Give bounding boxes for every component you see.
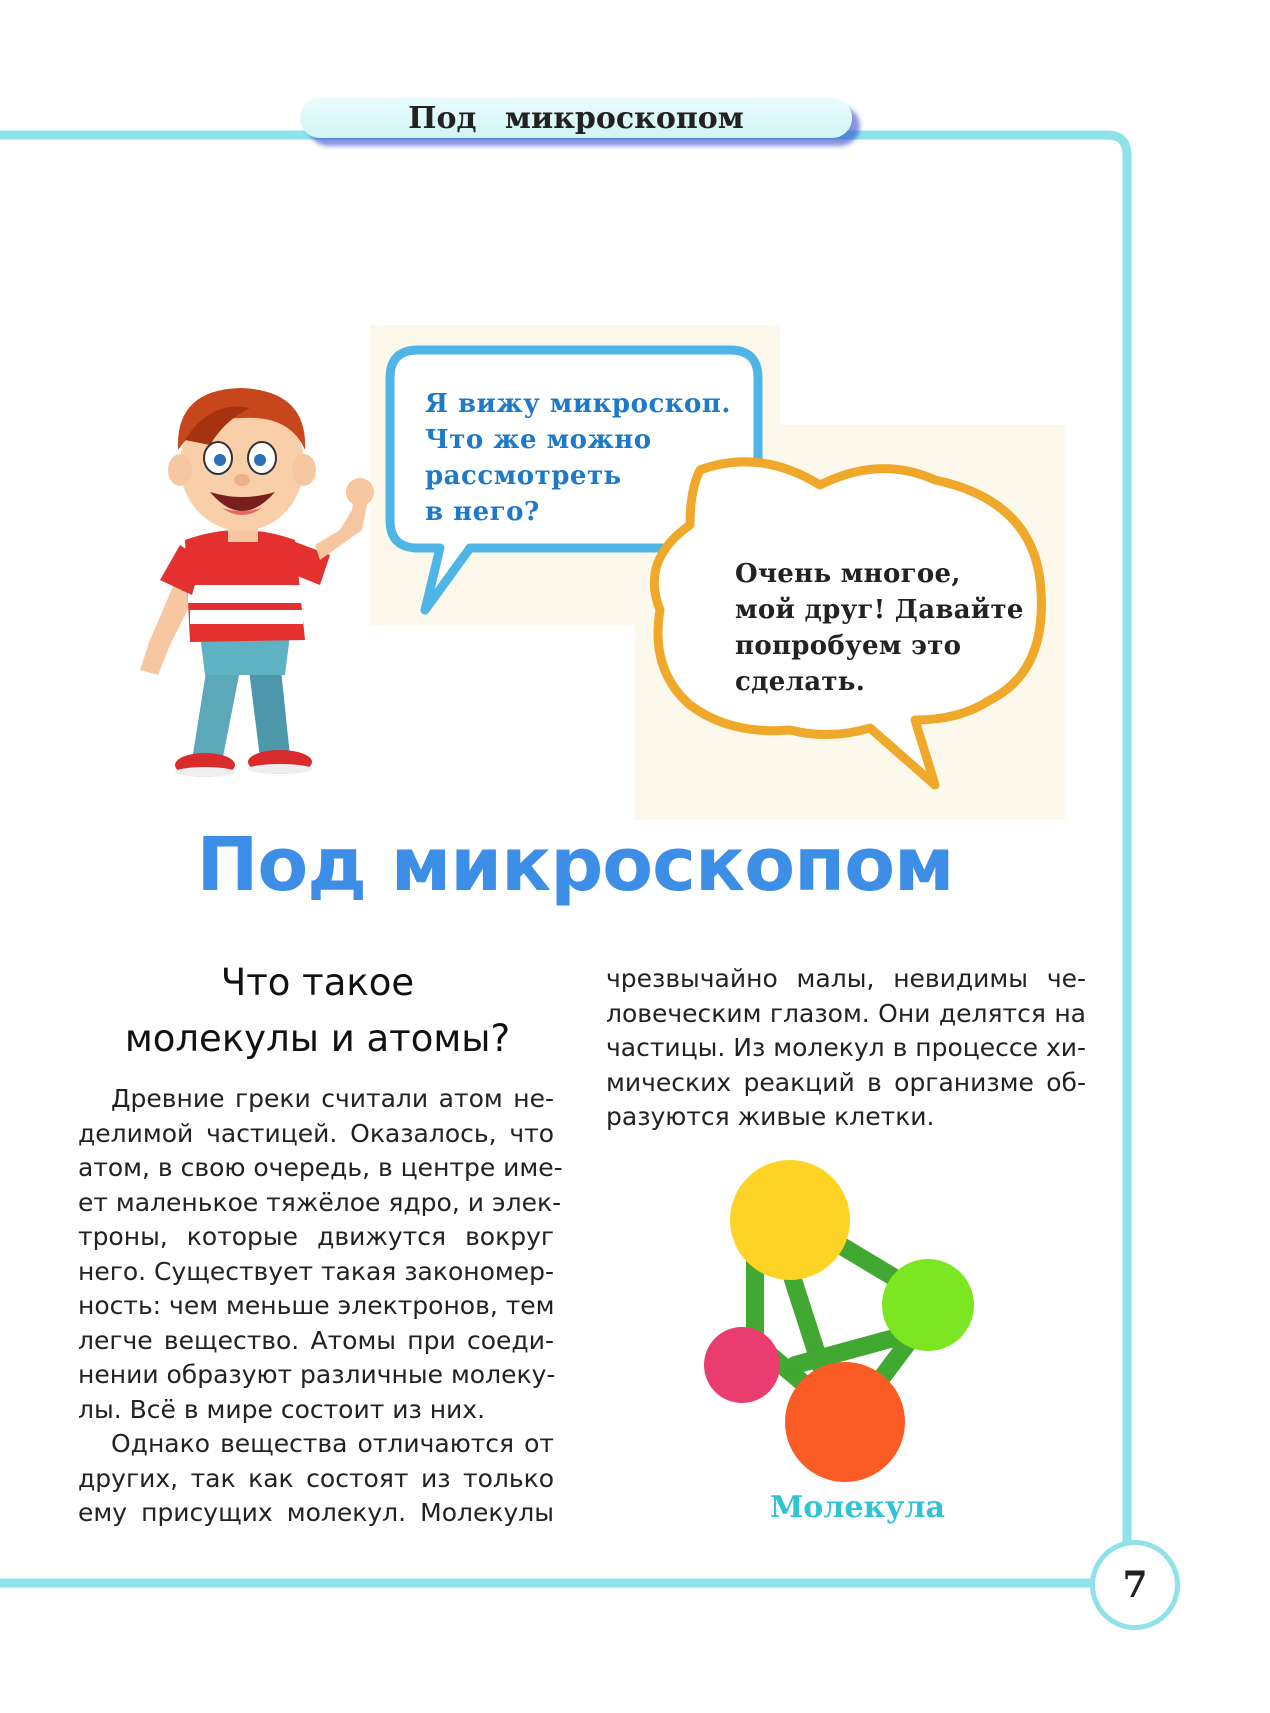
atom-green bbox=[882, 1259, 974, 1351]
reply-speech-text bbox=[735, 556, 1024, 700]
header-title: Под микроскопом bbox=[300, 98, 852, 138]
page-title: Под микроскопом bbox=[196, 822, 954, 908]
bubble-line: сделать. bbox=[735, 667, 866, 697]
boy-speech-text bbox=[425, 386, 731, 530]
atom-yellow bbox=[730, 1160, 850, 1280]
section-heading-line: молекулы и атомы? bbox=[124, 1017, 511, 1060]
bubble-line: Очень многое, bbox=[735, 559, 961, 589]
text-line: атом, в свою очередь, в центре име- bbox=[78, 1153, 563, 1182]
text-line: нении образуют различные молеку- bbox=[78, 1360, 556, 1389]
section-heading bbox=[100, 955, 535, 1067]
bubble-line: Что же можно bbox=[425, 425, 652, 455]
text-line: ет маленькое тяжёлое ядро, и элек- bbox=[78, 1187, 562, 1217]
section-heading-line: Что такое bbox=[220, 961, 415, 1004]
text-line: мических реакций в организме об- bbox=[606, 1067, 1086, 1097]
text-line: ность: чем меньше электронов, тем bbox=[78, 1291, 555, 1320]
text-line: него. Существует такая закономер- bbox=[78, 1256, 555, 1286]
right-column-text bbox=[606, 962, 1086, 1135]
left-column-text bbox=[78, 1082, 563, 1531]
molecule-illustration bbox=[700, 1160, 1015, 1490]
figure-caption: Молекула bbox=[770, 1490, 945, 1525]
atom-orange bbox=[785, 1362, 905, 1482]
text-line: разуются живые клетки. bbox=[606, 1102, 935, 1131]
text-line: троны, которые движутся вокруг bbox=[78, 1222, 554, 1251]
atom-pink bbox=[704, 1327, 780, 1403]
text-line: легче вещество. Атомы при соеди- bbox=[78, 1325, 554, 1355]
text-line: Однако вещества отличаются от bbox=[111, 1429, 554, 1458]
text-line: ему присущих молекул. Молекулы bbox=[78, 1498, 554, 1527]
bubble-line: Я вижу микроскоп. bbox=[425, 389, 731, 419]
text-line: лы. Всё в мире состоит из них. bbox=[78, 1394, 486, 1424]
bubble-line: рассмотреть bbox=[425, 461, 622, 491]
text-line: делимой частицей. Оказалось, что bbox=[78, 1118, 554, 1148]
bubble-line: в него? bbox=[425, 497, 540, 527]
bubble-line: попробуем это bbox=[735, 631, 962, 661]
text-line: частицы. Из молекул в процессе хи- bbox=[606, 1033, 1087, 1062]
text-line: ловеческим глазом. Они делятся на bbox=[606, 998, 1086, 1028]
page-number: 7 bbox=[1090, 1540, 1180, 1630]
text-line: других, так как состоят из только bbox=[78, 1463, 554, 1493]
text-line: Древние греки считали атом не- bbox=[111, 1084, 554, 1113]
bubble-line: мой друг! Давайте bbox=[735, 595, 1024, 625]
text-line: чрезвычайно малы, невидимы че- bbox=[606, 964, 1086, 993]
